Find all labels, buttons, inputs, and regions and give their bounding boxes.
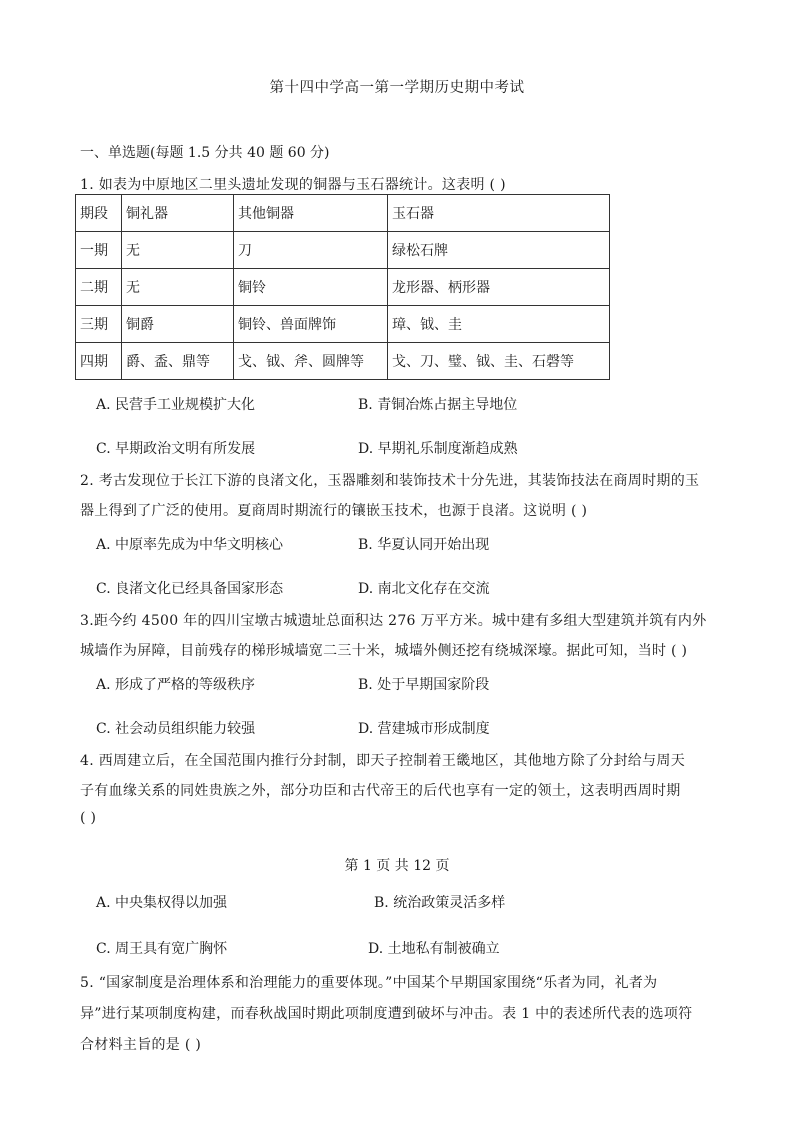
q3-option-b[interactable]: B. 处于早期国家阶段 [358, 677, 490, 693]
table-cell: 无 [122, 269, 234, 306]
table-row [76, 232, 610, 269]
q1-option-a[interactable]: A. 民营手工业规模扩大化 [96, 397, 256, 413]
table-header-cell: 其他铜器 [234, 195, 388, 232]
table-cell: 龙形器、柄形器 [388, 269, 610, 306]
table-cell: 戈、钺、斧、圆牌等 [234, 343, 388, 380]
table-row [76, 306, 610, 343]
q1-option-b[interactable]: B. 青铜冶炼占据主导地位 [358, 397, 518, 413]
question-1-stem: 1. 如表为中原地区二里头遗址发现的铜器与玉石器统计。这表明 ( ) [80, 177, 506, 193]
artifact-table [75, 194, 610, 380]
q4-option-d[interactable]: D. 土地私有制被确立 [368, 941, 500, 957]
question-5-line-3: 合材料主旨的是 ( ) [80, 1037, 202, 1053]
q2-option-b[interactable]: B. 华夏认同开始出现 [358, 537, 490, 553]
table-cell: 绿松石牌 [388, 232, 610, 269]
table-header-row [76, 195, 610, 232]
q2-option-c[interactable]: C. 良渚文化已经具备国家形态 [96, 581, 284, 597]
table-cell: 一期 [76, 232, 122, 269]
page-footer: 第 1 页 共 12 页 [344, 858, 450, 874]
section-heading: 一、单选题(每题 1.5 分共 40 题 60 分) [80, 145, 330, 161]
q3-option-c[interactable]: C. 社会动员组织能力较强 [96, 721, 256, 737]
table-header-cell: 铜礼器 [122, 195, 234, 232]
question-4-line-2: 子有血缘关系的同姓贵族之外，部分功臣和古代帝王的后代也享有一定的领土，这表明西周时期 [80, 783, 681, 799]
page-title: 第十四中学高一第一学期历史期中考试 [269, 80, 525, 96]
table-row [76, 269, 610, 306]
q2-option-d[interactable]: D. 南北文化存在交流 [358, 581, 490, 597]
table-row [76, 343, 610, 380]
q4-option-b[interactable]: B. 统治政策灵活多样 [374, 895, 506, 911]
table-cell: 铜铃 [234, 269, 388, 306]
q2-option-a[interactable]: A. 中原率先成为中华文明核心 [96, 537, 284, 553]
table-cell: 四期 [76, 343, 122, 380]
table-cell: 爵、盉、鼎等 [122, 343, 234, 380]
question-5-line-2: 异”进行某项制度构建，而春秋战国时期此项制度遭到破坏与冲击。表 1 中的表述所代表的选项符 [80, 1006, 693, 1022]
q1-option-d[interactable]: D. 早期礼乐制度渐趋成熟 [358, 441, 518, 457]
q3-option-a[interactable]: A. 形成了严格的等级秩序 [96, 677, 256, 693]
q3-option-d[interactable]: D. 营建城市形成制度 [358, 721, 490, 737]
table-cell: 璋、钺、圭 [388, 306, 610, 343]
q1-option-c[interactable]: C. 早期政治文明有所发展 [96, 441, 256, 457]
question-4-line-1: 4. 西周建立后，在全国范围内推行分封制，即天子控制着王畿地区，其他地方除了分封给与周天 [80, 753, 686, 769]
table-cell: 刀 [234, 232, 388, 269]
question-2-line-1: 2. 考古发现位于长江下游的良渚文化，玉器雕刻和装饰技术十分先进，其装饰技法在商周时期的玉 [80, 473, 700, 489]
table-cell: 铜铃、兽面牌饰 [234, 306, 388, 343]
question-4-line-3: ( ) [80, 810, 97, 826]
question-3-line-2: 城墙作为屏障，目前残存的梯形城墙宽二三十米，城墙外侧还挖有绕城深壕。据此可知，当时 ( ) [80, 643, 688, 659]
table-cell: 戈、刀、璧、钺、圭、石磬等 [388, 343, 610, 380]
q4-option-c[interactable]: C. 周王具有宽广胸怀 [96, 941, 228, 957]
question-2-line-2: 器上得到了广泛的使用。夏商周时期流行的镶嵌玉技术，也源于良渚。这说明 ( ) [80, 503, 588, 519]
question-5-line-1: 5. “国家制度是治理体系和治理能力的重要体现。”中国某个早期国家围绕“乐者为同，礼者为 [80, 975, 658, 991]
table-cell: 二期 [76, 269, 122, 306]
question-3-line-1: 3.距今约 4500 年的四川宝墩古城遗址总面积达 276 万平方米。城中建有多组大型建筑并筑有内外 [80, 613, 707, 629]
table-cell: 铜爵 [122, 306, 234, 343]
table-header-cell: 玉石器 [388, 195, 610, 232]
table-cell: 三期 [76, 306, 122, 343]
q4-option-a[interactable]: A. 中央集权得以加强 [96, 895, 228, 911]
table-cell: 无 [122, 232, 234, 269]
table-header-cell: 期段 [76, 195, 122, 232]
